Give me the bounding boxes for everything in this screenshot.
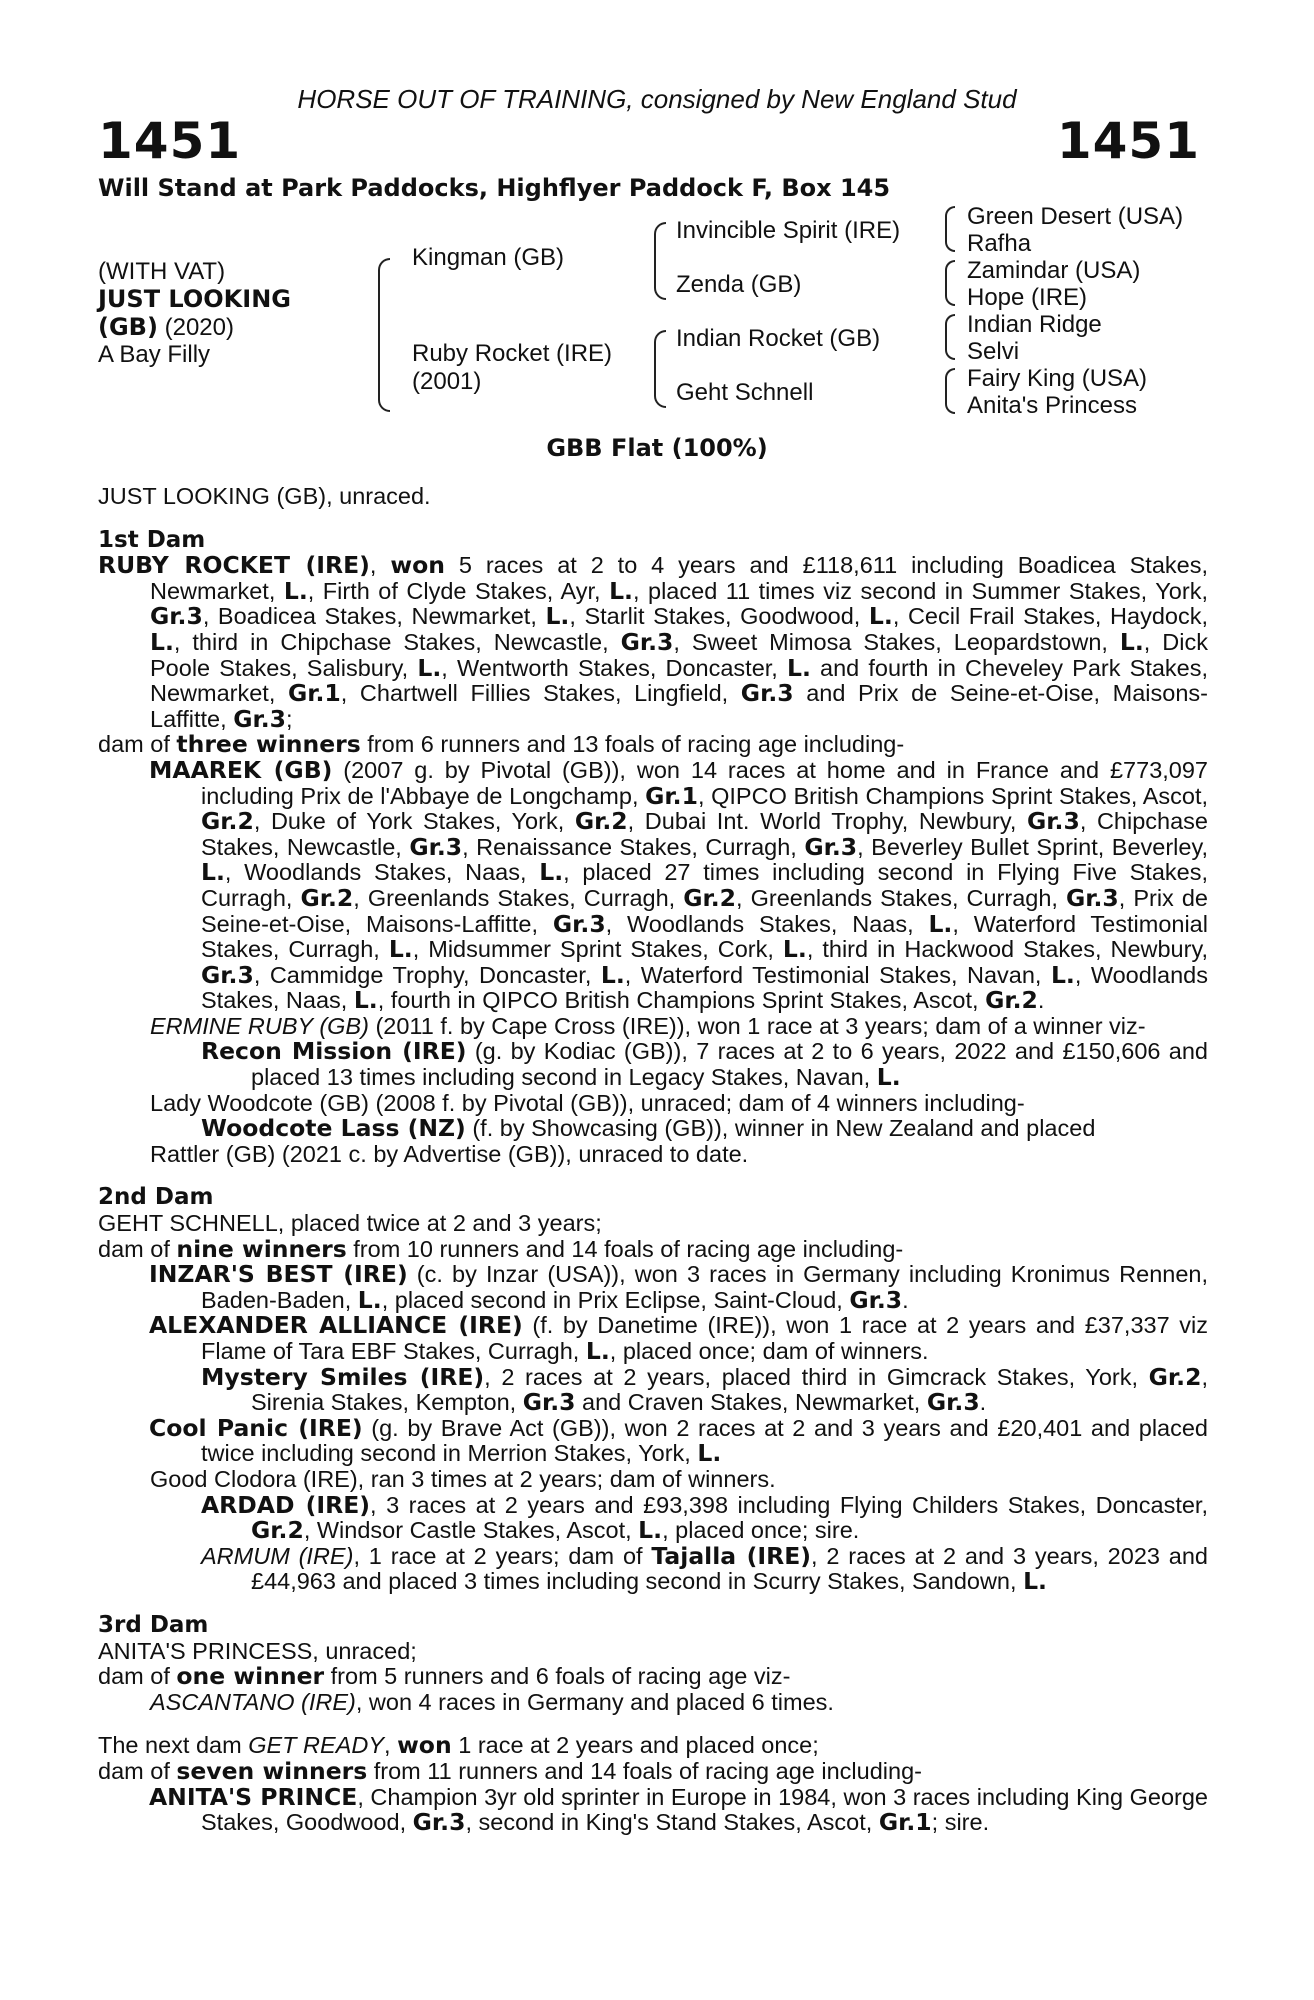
sire-sire: Invincible Spirit (IRE) (676, 217, 901, 244)
produce-woodcote-lass: Woodcote Lass (NZ) (f. by Showcasing (GB)), winner in New Zealand and placed (201, 1114, 1096, 1143)
gen4-4: Hope (IRE) (967, 284, 1088, 311)
second-dam-heading: 2nd Dam (98, 1184, 214, 1211)
third-dam-entry: ANITA'S PRINCESS, unraced; (98, 1637, 417, 1664)
dam-dam: Geht Schnell (676, 379, 814, 406)
catalogue-body (98, 484, 1208, 1836)
gen4-5: Indian Ridge (967, 311, 1102, 338)
horse-description: A Bay Filly (98, 341, 211, 368)
produce-anitas-prince: ANITA'S PRINCE, Champion 3yr old sprinter in Europe in 1984, won 3 races including King George Stakes, Goodwood, Gr.3, second in King's Stand Stakes, Ascot, Gr.1; sire. (149, 1782, 1208, 1837)
produce-alexander-alliance: ALEXANDER ALLIANCE (IRE) (f. by Danetime (IRE)), won 1 race at 2 years and £37,337 viz Flame of Tara EBF Stakes, Curragh, L., placed once; dam of winners. (149, 1311, 1208, 1365)
gen4-3: Zamindar (USA) (967, 257, 1141, 284)
horse-name: JUST LOOKING (98, 285, 291, 313)
produce-maarek: MAAREK (GB) (2007 g. by Pivotal (GB)), won 14 races at home and in France and £773,097 including Prix de l'Abbaye de Longchamp, Gr.1, QIPCO British Champions Sprint Stakes, Ascot, Gr.2, Duke of York Stakes, York, Gr.2, Dubai Int. World Trophy, Newbury, Gr.3, Chipchase Stakes, Newcastle, Gr.3, Renaissance Stakes, Curragh, Gr.3, Beverley Bullet Sprint, Beverley, L., Woodlands Stakes, Naas, L., placed 27 times including second in Flying Five Stakes, Curragh, Gr.2, Greenlands Stakes, Curragh, Gr.2, Greenlands Stakes, Curragh, Gr.3, Prix de Seine-et-Oise, Maisons-Laffitte, Gr.3, Woodlands Stakes, Naas, L., Waterford Testimonial Stakes, Curragh, L., Midsummer Sprint Stakes, Cork, L., third in Hackwood Stakes, Newbury, Gr.3, Cammidge Trophy, Doncaster, L., Waterford Testimonial Stakes, Navan, L., Woodlands Stakes, Naas, L., fourth in QIPCO British Champions Sprint Stakes, Ascot, Gr.2. (149, 755, 1209, 1015)
horse-origin: (GB) (2020) (98, 313, 234, 341)
brace-gen3-3 (945, 314, 955, 360)
produce-ardad: ARDAD (IRE), 3 races at 2 years and £93,398 including Flying Childers Stakes, Doncaster, Gr.2, Windsor Castle Stakes, Ascot, L., placed once; sire. (201, 1490, 1208, 1545)
brace-gen3-1 (945, 206, 955, 252)
brace-gen1 (378, 258, 390, 412)
produce-cool-panic: Cool Panic (IRE) (g. by Brave Act (GB)), won 2 races at 2 and 3 years and £20,401 and placed twice including second in Merrion Stakes, York, L. (149, 1413, 1208, 1468)
first-dam-produce: dam of three winners from 6 runners and 13 foals of racing age including- (98, 730, 905, 759)
consignment-line: HORSE OUT OF TRAINING, consigned by New England Stud (297, 84, 1017, 114)
second-dam-entry: GEHT SCHNELL, placed twice at 2 and 3 years; (98, 1210, 602, 1237)
vat-note: (WITH VAT) (98, 258, 226, 285)
dam-year: (2001) (412, 368, 482, 395)
produce-ermine-ruby: ERMINE RUBY (GB) (2011 f. by Cape Cross (IRE)), won 1 race at 3 years; dam of a winner viz- (150, 1012, 1146, 1039)
stand-location: Will Stand at Park Paddocks, Highflyer Paddock F, Box 145 (98, 174, 891, 202)
lot-number-right: 1451 (1056, 112, 1200, 170)
produce-lady-woodcote: Lady Woodcote (GB) (2008 f. by Pivotal (GB)), unraced; dam of 4 winners including- (150, 1089, 1025, 1116)
brace-gen2-dam (654, 330, 666, 408)
produce-armum: ARMUM (IRE), 1 race at 2 years; dam of Tajalla (IRE), 2 races at 2 and 3 years, 2023 and £44,963 and placed 3 times including second in Scurry Stakes, Sandown, L. (201, 1541, 1209, 1596)
brace-gen3-2 (945, 260, 955, 306)
dam-sire: Indian Rocket (GB) (676, 325, 881, 352)
produce-rattler: Rattler (GB) (2021 c. by Advertise (GB)), unraced to date. (150, 1140, 749, 1167)
produce-inzars-best: INZAR'S BEST (IRE) (c. by Inzar (USA)), won 3 races in Germany including Kronimus Rennen, Baden-Baden, L., placed second in Prix Eclipse, Saint-Cloud, Gr.3. (149, 1260, 1208, 1314)
produce-good-clodora: Good Clodora (IRE), ran 3 times at 2 years; dam of winners. (150, 1465, 776, 1492)
next-dam-entry: The next dam GET READY, won 1 race at 2 years and placed once; (98, 1731, 819, 1760)
gen4-2: Rafha (967, 230, 1032, 257)
gen4-6: Selvi (967, 338, 1020, 365)
brace-gen2-sire (654, 222, 666, 300)
sire: Kingman (GB) (412, 244, 565, 271)
brace-gen3-4 (945, 368, 955, 414)
sire-dam: Zenda (GB) (676, 271, 802, 298)
gen4-8: Anita's Princess (967, 392, 1137, 419)
intro-line: JUST LOOKING (GB), unraced. (98, 483, 431, 509)
produce-ascantano: ASCANTANO (IRE), won 4 races in Germany and placed 6 times. (150, 1688, 834, 1715)
next-dam-produce: dam of seven winners from 11 runners and 14 foals of racing age including- (98, 1756, 922, 1785)
lot-number-left: 1451 (98, 112, 242, 170)
first-dam-heading: 1st Dam (98, 526, 206, 553)
produce-mystery-smiles: Mystery Smiles (IRE), 2 races at 2 years, placed third in Gimcrack Stakes, York, Gr.2, Sirenia Stakes, Kempton, Gr.3 and Craven Stakes, Newmarket, Gr.3. (201, 1362, 1208, 1417)
third-dam-heading: 3rd Dam (98, 1611, 209, 1638)
gen4-7: Fairy King (USA) (967, 365, 1148, 392)
gen4-1: Green Desert (USA) (967, 203, 1184, 230)
first-dam-entry: RUBY ROCKET (IRE), won 5 races at 2 to 4 years and £118,611 including Boadicea Stakes, Newmarket, L., Firth of Clyde Stakes, Ayr, L., placed 11 times viz second in Summer Stakes, York, Gr.3, Boadicea Stakes, Newmarket, L., Starlit Stakes, Goodwood, L., Cecil Frail Stakes, Haydock, L., third in Chipchase Stakes, Newcastle, Gr.3, Sweet Mimosa Stakes, Leopardstown, L., Dick Poole Stakes, Salisbury, L., Wentworth Stakes, Doncaster, L. and fourth in Cheveley Park Stakes, Newmarket, Gr.1, Chartwell Fillies Stakes, Lingfield, Gr.3 and Prix de Seine-et-Oise, Maisons-Laffitte, Gr.3; (98, 551, 1209, 733)
rating: GBB Flat (100%) (546, 434, 768, 462)
second-dam-produce: dam of nine winners from 10 runners and 14 foals of racing age including- (98, 1234, 904, 1263)
third-dam-produce: dam of one winner from 5 runners and 6 foals of racing age viz- (98, 1662, 791, 1691)
dam: Ruby Rocket (IRE) (412, 340, 613, 367)
produce-recon-mission: Recon Mission (IRE) (g. by Kodiac (GB)), 7 races at 2 to 6 years, 2022 and £150,606 and placed 13 times including second in Legacy Stakes, Navan, L. (201, 1037, 1208, 1092)
